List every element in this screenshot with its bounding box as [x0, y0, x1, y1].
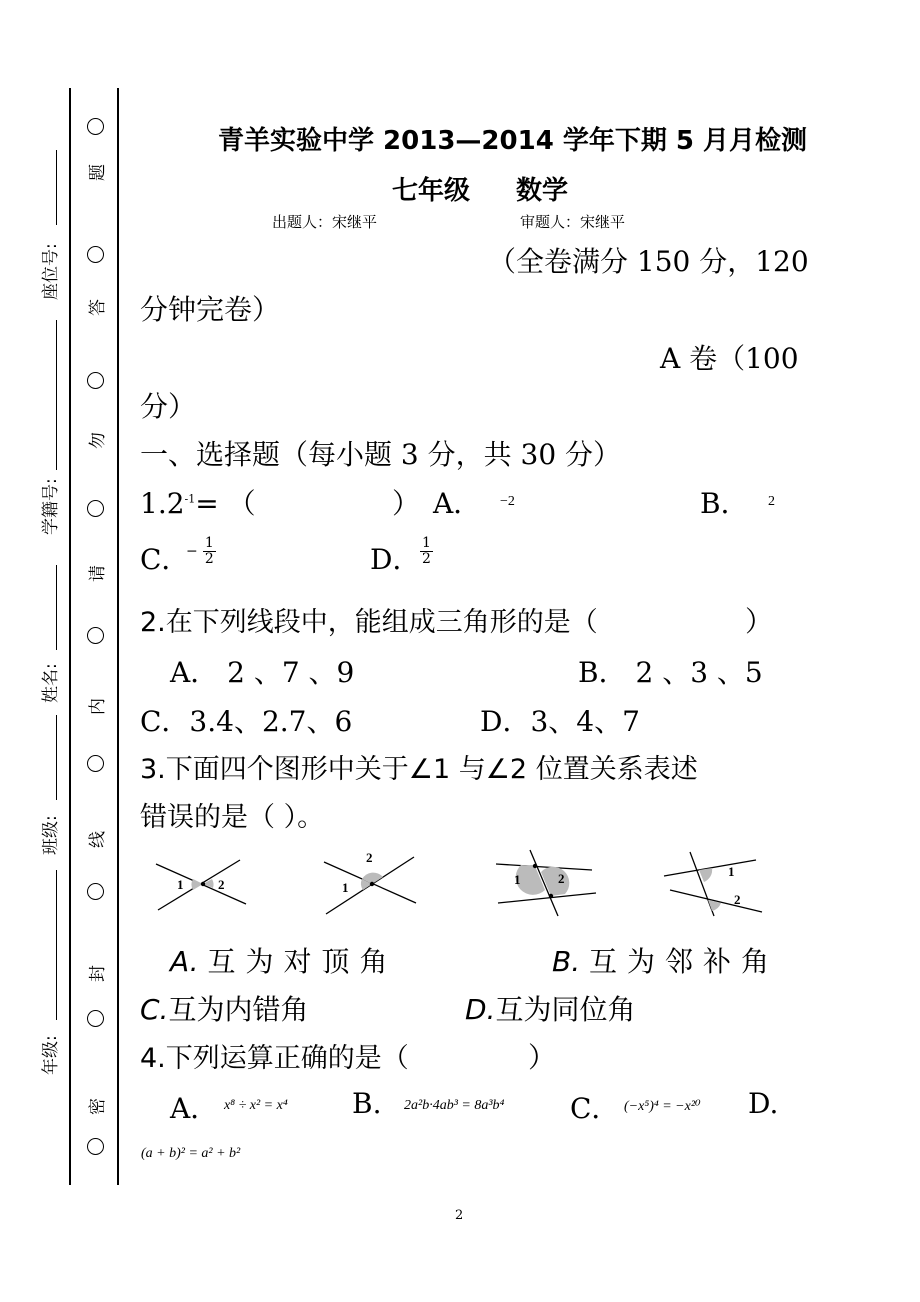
q3-option-c [140, 988, 308, 1028]
angle-label: 1 [342, 880, 349, 895]
q3-d-text: 互为同位角 [495, 993, 636, 1026]
reviewer-line: 审题人：宋继平 [520, 213, 626, 231]
q3-figure-b [320, 848, 420, 918]
q2-option-b: B． 2 、3 、5 [578, 656, 763, 689]
grade-line [56, 870, 57, 1020]
angle-label: 2 [218, 877, 225, 892]
q4-option-b-formula: 2a²b·4ab³ = 8a³b⁴ [404, 1098, 505, 1113]
q1-c-numerator: 1 [204, 535, 214, 551]
q3-figure-a [150, 852, 250, 917]
q4-stem: 4.下列运算正确的是（ [140, 1043, 409, 1074]
q1-d-numerator: 1 [422, 535, 431, 551]
seal-char: 请 [88, 565, 108, 582]
angle-label: 1 [177, 877, 184, 892]
seal-char: 封 [88, 965, 108, 982]
binding-hole-icon [87, 118, 104, 135]
q3-b-letter: B. [552, 945, 581, 978]
q1-option-a-label: A． [433, 487, 482, 520]
q3-stem-line2: 错误的是（ ）。 [140, 802, 325, 833]
q1-option-d-value [420, 536, 433, 567]
q2-option-d: D．3、4、7 [480, 705, 640, 738]
q1-option-c-label: C． [140, 543, 190, 576]
angle-arc [541, 867, 569, 896]
binding-hole-icon [87, 627, 104, 644]
intersection-dot [533, 864, 537, 868]
figure-line [496, 864, 592, 870]
intersection-dot [370, 882, 374, 886]
part-a-line2: 分） [140, 390, 197, 423]
score-info-line2: 分钟完卷） [140, 293, 281, 326]
intersection-dot [201, 882, 205, 886]
angle-label: 1 [728, 864, 735, 879]
angle-label: 2 [366, 850, 373, 865]
q3-a-text: 互为对顶角 [207, 945, 398, 978]
binding-hole-icon [87, 1010, 104, 1027]
binding-hole-icon [87, 755, 104, 772]
seal-char: 线 [88, 831, 108, 848]
intersection-dot [549, 894, 553, 898]
q1-d-fraction [420, 536, 433, 567]
q1-option-b-label: B． [700, 487, 749, 520]
q3-d-letter: D. [465, 993, 496, 1026]
student-id-label: 学籍号: [41, 478, 61, 535]
q3-c-text: 互为内错角 [168, 993, 309, 1026]
q4-option-c-label: C． [570, 1092, 620, 1125]
q3-figure-c [492, 848, 602, 918]
figure-line [498, 893, 596, 903]
q2-close-paren: ） [745, 605, 774, 638]
part-a-line1: A 卷（100 [660, 342, 799, 375]
q1-equals: = （ [195, 487, 256, 520]
q4-option-a-formula: x⁸ ÷ x² = x⁴ [224, 1098, 288, 1113]
seal-char: 答 [88, 299, 108, 316]
q1-option-a-value: −2 [500, 494, 515, 509]
seal-char: 题 [88, 164, 108, 181]
q1-d-denominator: 2 [422, 551, 431, 567]
q2-option-c: C．3.4、2.7、6 [140, 705, 353, 738]
seal-char: 内 [88, 698, 108, 715]
page-number: 2 [455, 1208, 464, 1223]
q3-option-b [552, 940, 779, 980]
q1-c-denominator: 2 [204, 551, 214, 567]
binding-hole-icon [87, 246, 104, 263]
angle-label: 2 [558, 871, 565, 886]
q3-a-letter: A. [170, 945, 199, 978]
name-line [56, 565, 57, 650]
author-line: 出题人：宋继平 [272, 213, 378, 231]
q3-option-a [170, 940, 398, 980]
seat-number-label: 座位号: [41, 243, 61, 300]
binding-line-right [117, 88, 119, 1185]
q3-stem-line1: 3.下面四个图形中关于∠1 与∠2 位置关系表述 [140, 754, 698, 785]
q1-option-b-value: 2 [768, 494, 775, 509]
q2-stem: 2.在下列线段中，能组成三角形的是（ [140, 607, 598, 638]
grade-label: 年级: [41, 1035, 61, 1075]
q4-option-a-label: A． [170, 1092, 219, 1125]
seal-char: 密 [88, 1098, 108, 1115]
q4-option-c-formula: (−x⁵)⁴ = −x²⁰ [624, 1099, 701, 1114]
q1-c-fraction [203, 536, 216, 567]
binding-hole-icon [87, 500, 104, 517]
q4-option-d-formula: (a + b)² = a² + b² [141, 1146, 241, 1161]
q3-figure-d [660, 848, 770, 918]
q1-exponent: -1 [184, 492, 196, 506]
q1-c-sign: − [186, 543, 198, 560]
seat-number-line [56, 150, 57, 225]
binding-hole-icon [87, 883, 104, 900]
seal-char: 勿 [88, 432, 108, 449]
q1-base: 1.2 [140, 487, 185, 520]
angle-label: 2 [734, 892, 741, 907]
q4-option-b-label: B. [352, 1087, 382, 1120]
angle-label: 1 [514, 872, 521, 887]
student-id-line [56, 320, 57, 470]
figure-line [326, 857, 414, 914]
name-label: 姓名: [41, 663, 61, 703]
section-heading: 一、选择题（每小题 3 分，共 30 分） [140, 438, 622, 471]
grade-title: 七年级 [392, 176, 471, 206]
binding-hole-icon [87, 1138, 104, 1155]
q3-option-d [465, 988, 635, 1028]
class-label: 班级: [41, 815, 61, 855]
score-info-line1: （全卷满分 150 分，120 [488, 245, 809, 278]
subject-title: 数学 [516, 176, 569, 206]
q1-close-paren: ） [392, 487, 421, 520]
q1-option-d-label: D． [370, 543, 421, 576]
q3-c-letter: C. [140, 993, 169, 1026]
q1-stem [140, 482, 256, 522]
q1-option-c-value [186, 536, 216, 567]
binding-line-left [69, 88, 71, 1185]
class-line [56, 715, 57, 800]
binding-hole-icon [87, 372, 104, 389]
q3-b-text: 互为邻补角 [589, 945, 780, 978]
q2-option-a: A． 2 、7 、9 [170, 656, 355, 689]
q4-close-paren: ） [528, 1041, 557, 1074]
q4-option-d-label: D. [748, 1087, 779, 1120]
exam-title: 青羊实验中学 2013—2014 学年下期 5 月月检测 [218, 126, 808, 156]
